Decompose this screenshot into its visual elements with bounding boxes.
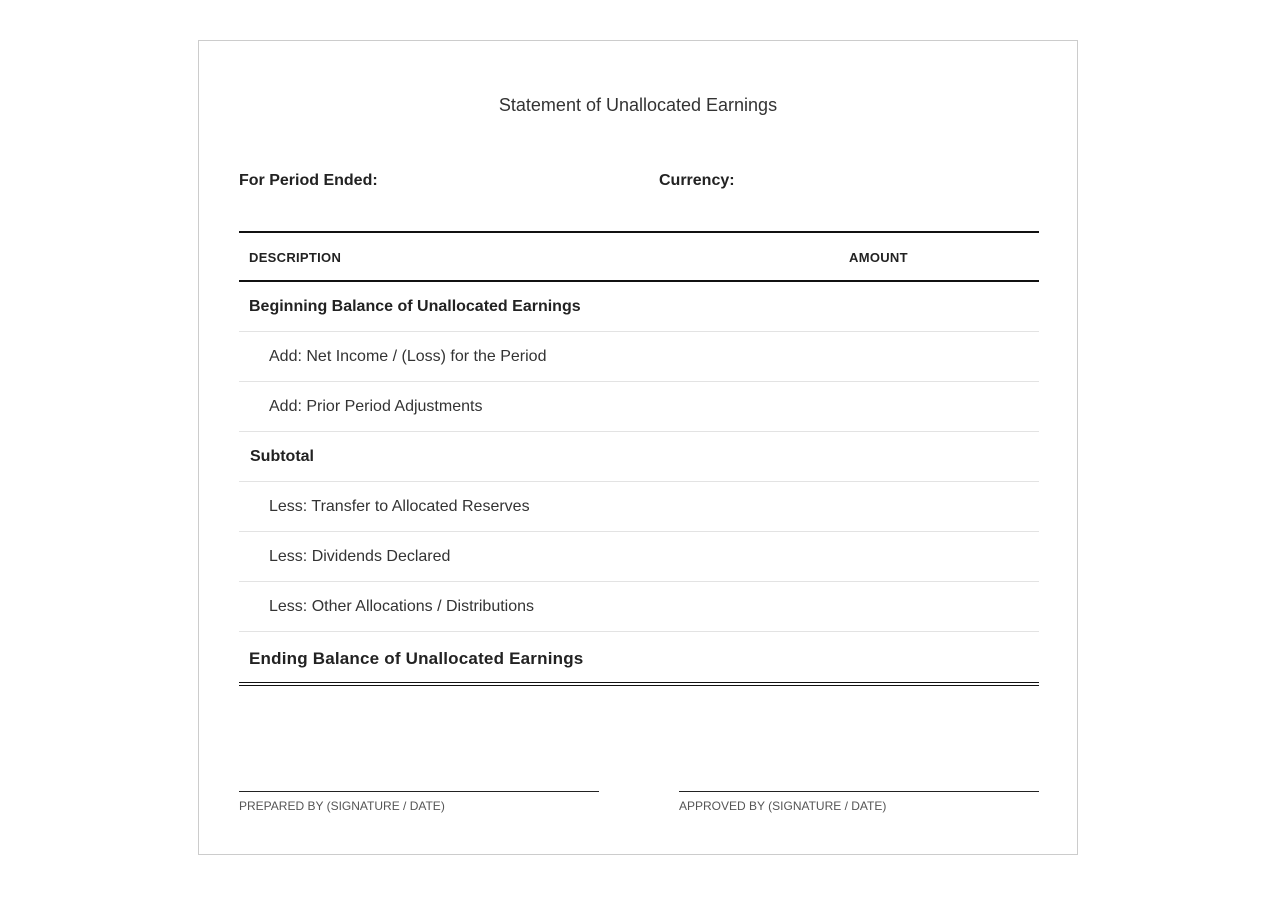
row-label: Add: Prior Period Adjustments xyxy=(269,398,483,415)
currency-label: Currency: xyxy=(659,172,735,189)
row-label: Less: Other Allocations / Distributions xyxy=(269,598,535,615)
table-row-subtotal xyxy=(239,432,1039,482)
table-row-other-allocations xyxy=(239,582,1039,632)
document-title: Statement of Unallocated Earnings xyxy=(498,95,778,115)
table-header xyxy=(239,231,1039,282)
row-label: Less: Transfer to Allocated Reserves xyxy=(269,498,530,515)
table-row-net-income xyxy=(239,332,1039,382)
prepared-by-label: PREPARED BY (SIGNATURE / DATE) xyxy=(239,799,445,813)
row-label: Subtotal xyxy=(250,448,314,465)
table-row-transfer-reserves xyxy=(239,482,1039,532)
statement-sheet xyxy=(198,40,1078,855)
earnings-table xyxy=(239,231,1039,686)
description-column-header: DESCRIPTION xyxy=(249,250,342,265)
row-label: Add: Net Income / (Loss) for the Period xyxy=(269,348,547,365)
row-label: Beginning Balance of Unallocated Earnings xyxy=(249,298,581,315)
period-ended-label: For Period Ended: xyxy=(239,172,378,189)
table-row-ending-balance xyxy=(239,632,1039,686)
approved-by-signature-line[interactable] xyxy=(679,791,1039,813)
row-label: Ending Balance of Unallocated Earnings xyxy=(249,649,584,668)
table-row-beginning-balance xyxy=(239,282,1039,332)
table-row-dividends-declared xyxy=(239,532,1039,582)
table-row-prior-period-adjustments xyxy=(239,382,1039,432)
row-label: Less: Dividends Declared xyxy=(269,548,451,565)
amount-column-header: AMOUNT xyxy=(849,250,908,265)
prepared-by-signature-line[interactable] xyxy=(239,791,599,813)
approved-by-label: APPROVED BY (SIGNATURE / DATE) xyxy=(679,799,887,813)
